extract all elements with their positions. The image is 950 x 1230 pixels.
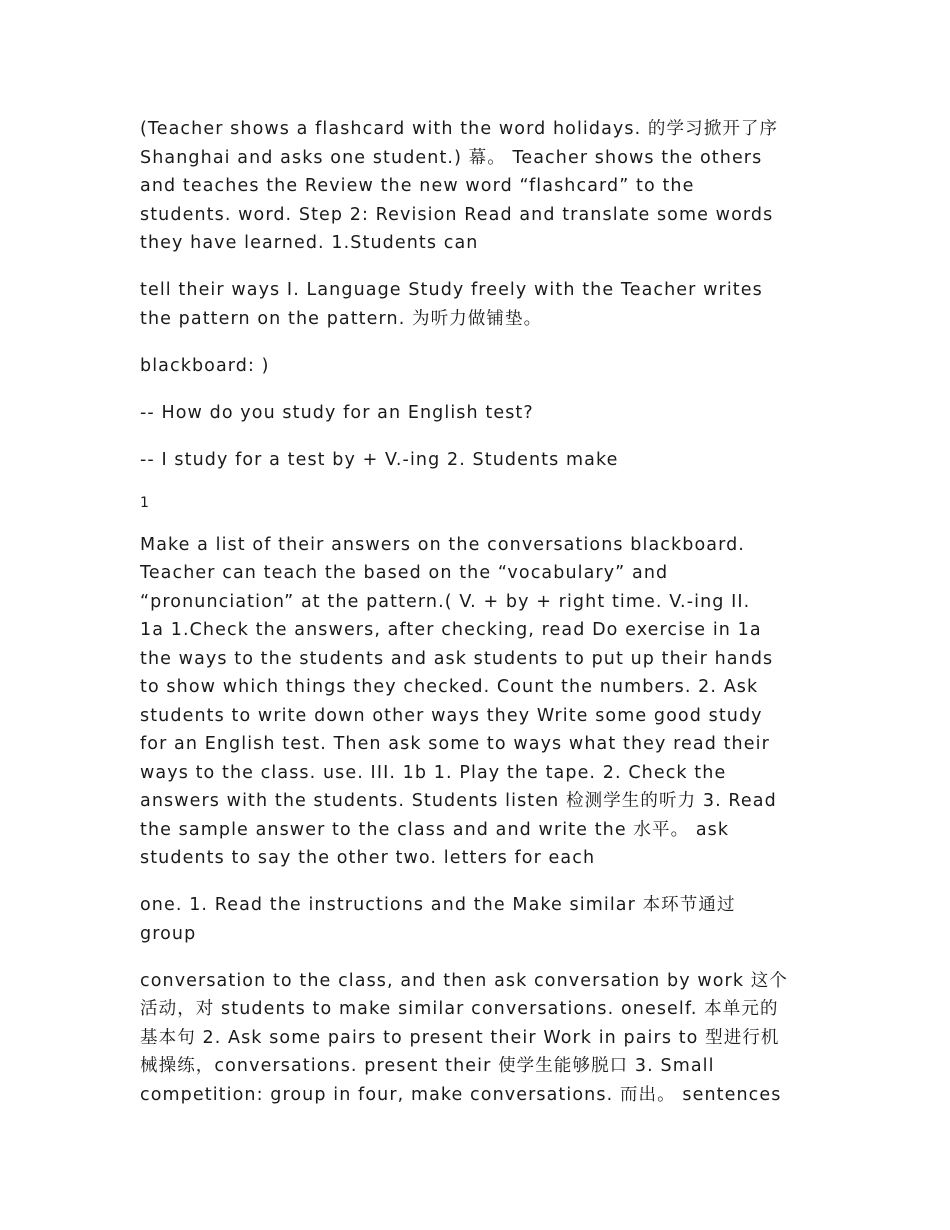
page-number-text: 1 — [140, 494, 149, 511]
paragraph — [140, 891, 805, 948]
paragraph — [140, 115, 805, 258]
text-line: answers with the students. Students listen 检测学生的听力 3. Read — [140, 791, 777, 811]
text-line: Teacher can teach the based on the “vocabulary” and — [140, 563, 669, 583]
page-number — [140, 489, 805, 517]
text-line: 活动，对 students to make similar conversations. oneself. 本单元的 — [140, 999, 779, 1019]
text-line: 基本句 2. Ask some pairs to present their Work in pairs to 型进行机 — [140, 1027, 780, 1048]
text-line: the sample answer to the class and and write the 水平。 ask — [140, 819, 730, 840]
text-line: (Teacher shows a flashcard with the word holidays. 的学习掀开了序 — [140, 119, 779, 139]
text-line: students to say the other two. letters for each — [140, 848, 596, 868]
text-line: for an English test. Then ask some to ways what they read their — [140, 734, 770, 754]
text-line: the pattern on the pattern. 为听力做铺垫。 — [140, 308, 543, 329]
text-line: and teaches the Review the new word “flashcard” to the — [140, 176, 695, 196]
text-line: ways to the class. use. III. 1b 1. Play the tape. 2. Check the — [140, 762, 727, 783]
text-line: -- How do you study for an English test? — [140, 402, 534, 423]
paragraph — [140, 967, 805, 1110]
text-line: students. word. Step 2: Revision Read and translate some words — [140, 204, 774, 225]
text-line: Shanghai and asks one student.) 幕。 Teacher shows the others — [140, 147, 763, 168]
paragraph — [140, 531, 805, 873]
text-line: Make a list of their answers on the conversations blackboard. — [140, 534, 745, 555]
paragraph — [140, 276, 805, 333]
text-line: group — [140, 923, 197, 944]
document-body — [140, 115, 805, 1128]
text-line: conversation to the class, and then ask conversation by work 这个 — [140, 970, 788, 991]
text-line: to show which things they checked. Count the numbers. 2. Ask — [140, 677, 759, 697]
text-line: 械操练，conversations. present their 使学生能够脱口 3. Small — [140, 1056, 715, 1076]
text-line: competition: group in four, make conversations. 而出。 sentences — [140, 1084, 782, 1105]
paragraph — [140, 446, 805, 475]
text-line: blackboard: ) — [140, 355, 270, 376]
text-line: one. 1. Read the instructions and the Make similar 本环节通过 — [140, 895, 736, 915]
paragraph — [140, 352, 805, 381]
text-line: -- I study for a test by + V.-ing 2. Students make — [140, 449, 619, 470]
text-line: 1a 1.Check the answers, after checking, read Do exercise in 1a — [140, 620, 762, 640]
text-line: students to write down other ways they Write some good study — [140, 705, 763, 726]
text-line: “pronunciation” at the pattern.( V. + by + right time. V.-ing II. — [140, 591, 751, 612]
text-line: they have learned. 1.Students can — [140, 233, 479, 253]
text-line: tell their ways I. Language Study freely with the Teacher writes — [140, 280, 763, 300]
text-line: the ways to the students and ask students to put up their hands — [140, 648, 774, 669]
paragraph — [140, 399, 805, 428]
